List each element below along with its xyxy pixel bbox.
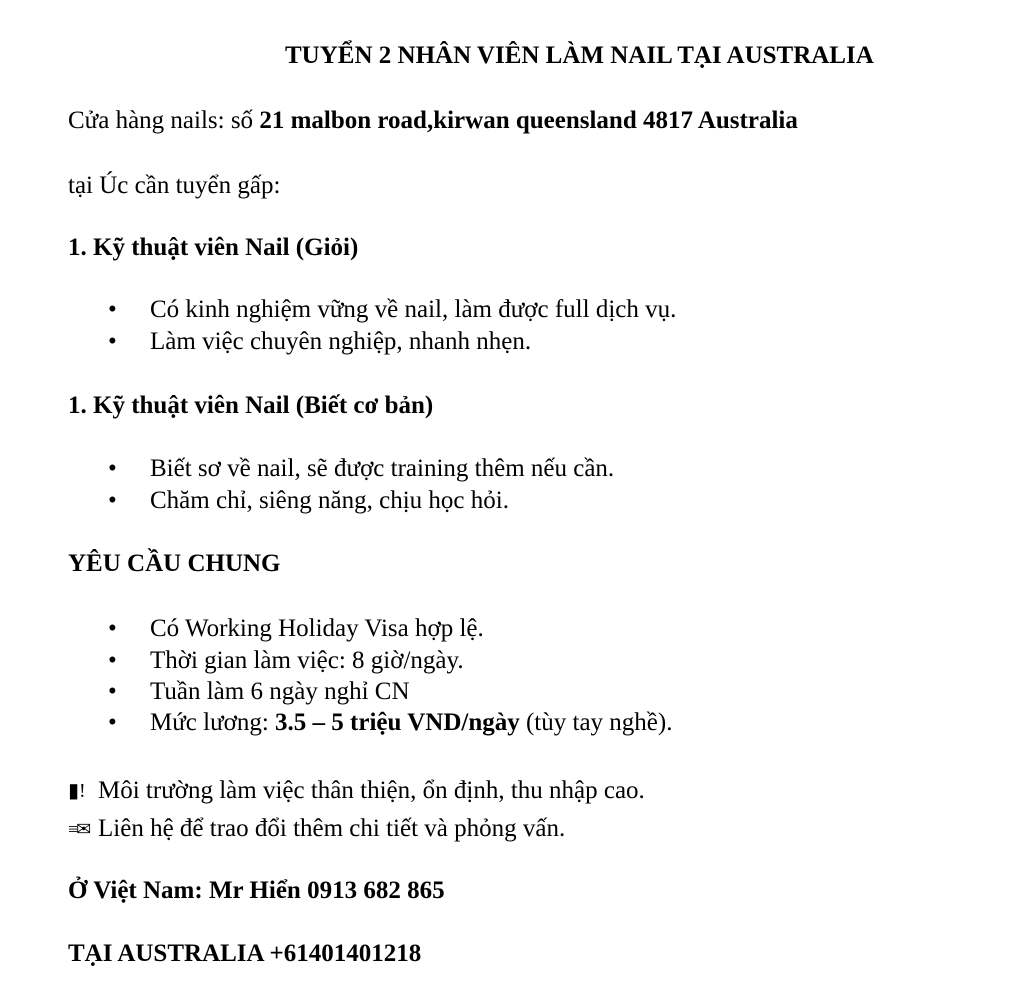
page-title: TUYỂN 2 NHÂN VIÊN LÀM NAIL TẠI AUSTRALIA — [285, 42, 874, 69]
section2-bullet-2 — [108, 485, 509, 516]
nail-polish-icon: ▮! — [68, 780, 86, 802]
bullet-text: Biết sơ về nail, sẽ được training thêm nếu cần. — [150, 455, 615, 482]
bullet-text: Có kinh nghiệm vững về nail, làm được full dịch vụ. — [150, 296, 677, 323]
contact-australia: TẠI AUSTRALIA +61401401218 — [68, 940, 422, 967]
requirements-heading: YÊU CẦU CHUNG — [68, 550, 281, 577]
section2-heading: 1. Kỹ thuật viên Nail (Biết cơ bản) — [68, 392, 434, 419]
store-address-line — [68, 105, 798, 136]
requirement-bullet-1 — [108, 613, 484, 644]
contact-info-text: Liên hệ để trao đổi thêm chi tiết và phỏng vấn. — [98, 815, 566, 842]
requirement-bullet-salary — [108, 707, 672, 738]
bullet-text: Tuần làm 6 ngày nghỉ CN — [150, 678, 410, 705]
environment-text: Môi trường làm việc thân thiện, ổn định, thu nhập cao. — [98, 777, 645, 804]
section1-bullet-2 — [108, 326, 531, 357]
requirement-bullet-3 — [108, 676, 410, 707]
bullet-icon: • — [108, 296, 117, 323]
envelope-icon: ≡✉ — [68, 819, 90, 839]
contact-info-line — [68, 813, 565, 845]
store-address: 21 malbon road,kirwan queensland 4817 Australia — [259, 107, 798, 134]
bullet-text: Thời gian làm việc: 8 giờ/ngày. — [150, 647, 464, 674]
bullet-icon: • — [108, 487, 117, 514]
bullet-text: Làm việc chuyên nghiệp, nhanh nhẹn. — [150, 328, 532, 355]
salary-suffix: (tùy tay nghề). — [519, 709, 673, 736]
salary-prefix: Mức lương: — [150, 709, 276, 736]
environment-line — [68, 775, 645, 807]
section2-bullet-1 — [108, 453, 614, 484]
bullet-text: Có Working Holiday Visa hợp lệ. — [150, 615, 484, 642]
bullet-text: Chăm chỉ, siêng năng, chịu học hỏi. — [150, 487, 509, 514]
section1-bullet-1 — [108, 294, 676, 325]
bullet-icon: • — [108, 678, 117, 705]
intro-text: tại Úc cần tuyển gấp: — [68, 172, 281, 199]
contact-vietnam: Ở Việt Nam: Mr Hiển 0913 682 865 — [68, 877, 445, 904]
salary-amount: 3.5 – 5 triệu VND/ngày — [275, 709, 520, 736]
bullet-icon: • — [108, 328, 117, 355]
section1-heading: 1. Kỹ thuật viên Nail (Giỏi) — [68, 234, 359, 261]
bullet-icon: • — [108, 455, 117, 482]
bullet-icon: • — [108, 615, 117, 642]
bullet-icon: • — [108, 647, 117, 674]
store-prefix: Cửa hàng nails: số — [68, 107, 260, 134]
requirement-bullet-2 — [108, 645, 464, 676]
bullet-icon: • — [108, 709, 117, 736]
